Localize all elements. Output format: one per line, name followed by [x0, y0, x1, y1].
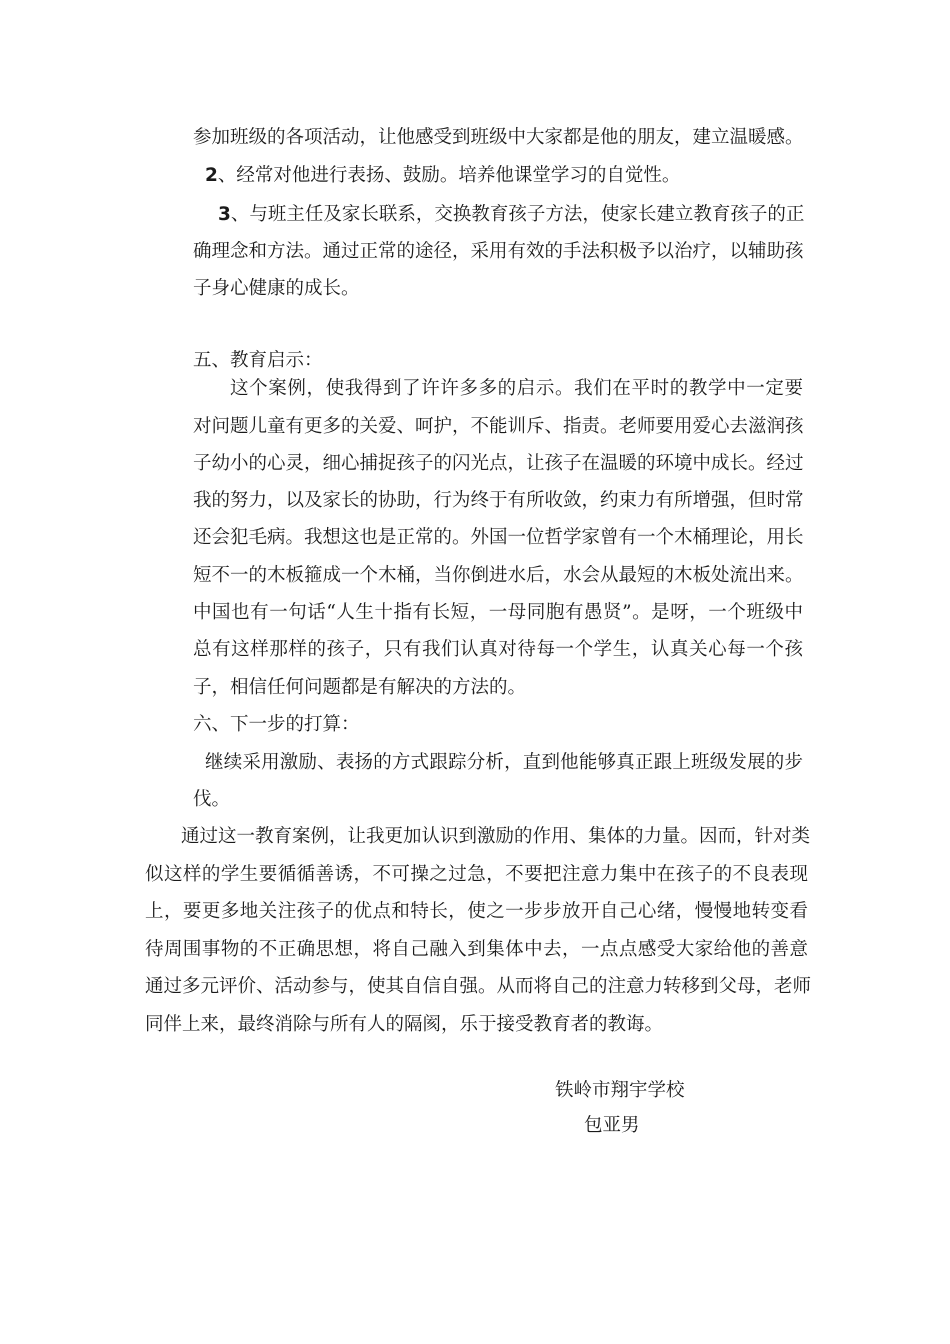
conclusion-line-4: 待周围事物的不正确思想，将自己融入到集体中去，一点点感受大家给他的善意: [145, 939, 808, 960]
section4-item-3-line-1: [218, 203, 803, 227]
section5-line-7: 中国也有一句话“人生十指有长短，一母同胞有愚贤”。是呀，一个班级中: [193, 602, 803, 623]
item-2-text: 、经常对他进行表扬、鼓励。培养他课堂学习的自觉性。: [217, 165, 681, 186]
section5-line-4: 我的努力，以及家长的协助，行为终于有所收敛，约束力有所增强，但时常: [193, 490, 804, 511]
section6-line-1: 继续采用激励、表扬的方式跟踪分析，直到他能够真正跟上班级发展的步: [205, 752, 803, 773]
section5-line-9: 子，相信任何问题都是有解决的方法的。: [193, 677, 527, 698]
section4-line-1: 参加班级的各项活动，让他感受到班级中大家都是他的朋友，建立温暖感。: [193, 127, 804, 148]
conclusion-line-6: 同伴上来，最终消除与所有人的隔阂，乐于接受教育者的教诲。: [145, 1014, 664, 1035]
section5-line-5: 还会犯毛病。我想这也是正常的。外国一位哲学家曾有一个木桶理论，用长: [193, 527, 804, 548]
section4-item-3-line-2: 确理念和方法。通过正常的途径，采用有效的手法积极予以治疗，以辅助孩: [193, 241, 804, 262]
item-3-text-line-1: 、与班主任及家长联系，交换教育孩子方法，使家长建立教育孩子的正: [230, 204, 805, 225]
section6-line-2: 伐。: [193, 789, 231, 810]
section4-item-3-line-3: 子身心健康的成长。: [193, 278, 360, 299]
section4-item-2: [205, 164, 680, 188]
conclusion-line-1: 通过这一教育案例，让我更加认识到激励的作用、集体的力量。因而，针对类: [181, 826, 811, 847]
conclusion-line-3: 上，要更多地关注孩子的优点和特长，使之一步步放开自己心绪，慢慢地转变看: [145, 901, 808, 922]
section5-line-1: 这个案例，使我得到了许许多多的启示。我们在平时的教学中一定要: [230, 378, 803, 399]
item-3-number: 3: [218, 204, 231, 225]
item-2-number: 2: [205, 165, 218, 186]
section5-line-3: 子幼小的心灵，细心捕捉孩子的闪光点，让孩子在温暖的环境中成长。经过: [193, 453, 804, 474]
conclusion-line-5: 通过多元评价、活动参与，使其自信自强。从而将自己的注意力转移到父母，老师: [145, 976, 812, 997]
section5-line-6: 短不一的木板箍成一个木桶，当你倒进水后，水会从最短的木板处流出来。: [193, 565, 804, 586]
signature-school: 铁岭市翔宇学校: [555, 1080, 685, 1101]
section5-line-8: 总有这样那样的孩子，只有我们认真对待每一个学生，认真关心每一个孩: [193, 639, 803, 660]
signature-author: 包亚男: [584, 1115, 640, 1136]
section5-line-2: 对问题儿童有更多的关爱、呵护，不能训斥、指责。老师要用爱心去滋润孩: [193, 416, 804, 437]
conclusion-line-2: 似这样的学生要循循善诱，不可操之过急，不要把注意力集中在孩子的不良表现: [145, 864, 808, 885]
section5-heading: 五、教育启示：: [193, 350, 323, 371]
section6-heading: 六、下一步的打算：: [193, 714, 360, 735]
